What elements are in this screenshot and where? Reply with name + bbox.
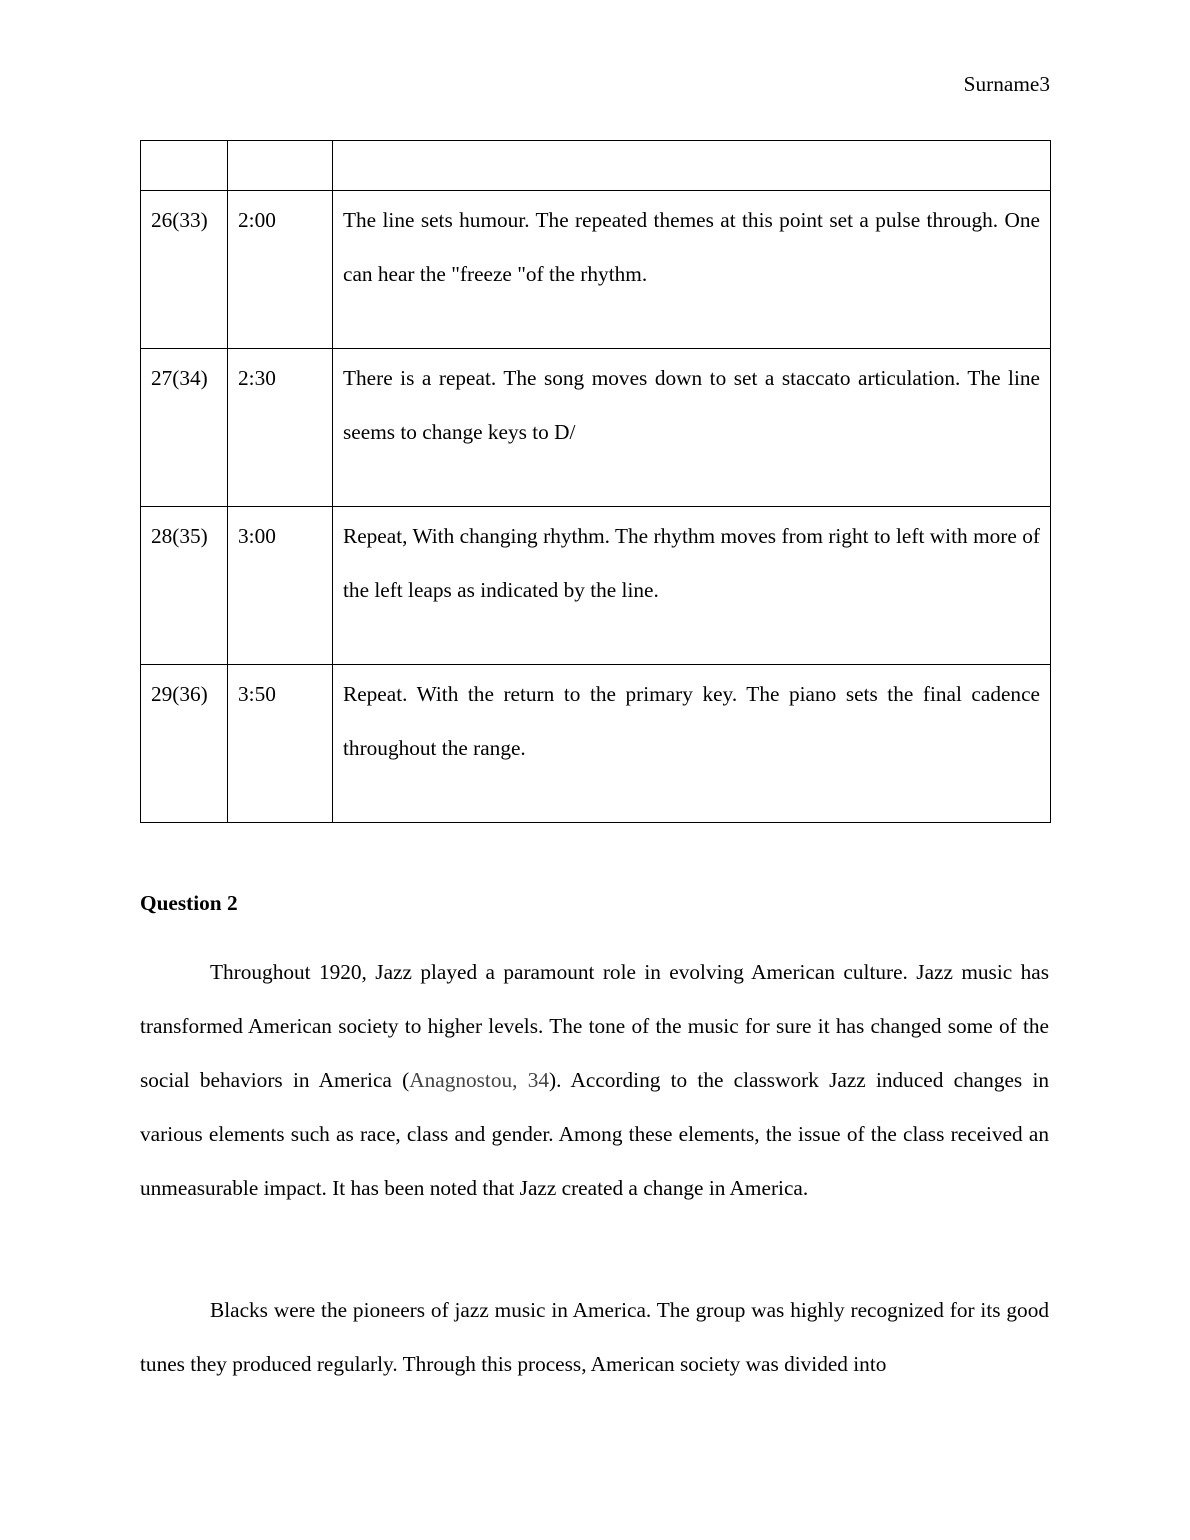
description-cell: There is a repeat. The song moves down to set a staccato articulation. The line seems to change keys to D/ bbox=[333, 349, 1051, 507]
description-cell: Repeat. With the return to the primary key. The piano sets the final cadence throughout the range. bbox=[333, 665, 1051, 823]
table-row bbox=[141, 507, 1051, 665]
body-paragraph bbox=[140, 1283, 1049, 1391]
time-cell: 2:30 bbox=[228, 349, 333, 507]
table-row bbox=[141, 191, 1051, 349]
track-cell: 28(35) bbox=[141, 507, 228, 665]
paragraph-text: Blacks were the pioneers of jazz music in America. The group was highly recognized for its good tunes they produced regularly. Through this process, American society was divided into bbox=[140, 1298, 1049, 1376]
time-cell: 3:00 bbox=[228, 507, 333, 665]
table-cell bbox=[228, 141, 333, 191]
body-paragraph bbox=[140, 945, 1049, 1215]
track-cell: 29(36) bbox=[141, 665, 228, 823]
table-row bbox=[141, 349, 1051, 507]
citation: Anagnostou, 34 bbox=[409, 1068, 550, 1092]
description-cell: The line sets humour. The repeated themes at this point set a pulse through. One can hear the "freeze "of the rhythm. bbox=[333, 191, 1051, 349]
paragraph-text: Throughout 1920, Jazz played a paramount role in evolving American culture. Jazz music has transformed American society to higher levels. The tone of the music for sure it has changed some of the social behaviors in America ( bbox=[140, 960, 1049, 1092]
time-cell: 2:00 bbox=[228, 191, 333, 349]
table-cell bbox=[333, 141, 1051, 191]
track-cell: 27(34) bbox=[141, 349, 228, 507]
track-cell: 26(33) bbox=[141, 191, 228, 349]
description-cell: Repeat, With changing rhythm. The rhythm moves from right to left with more of the left leaps as indicated by the line. bbox=[333, 507, 1051, 665]
table-cell bbox=[141, 141, 228, 191]
listening-table bbox=[140, 140, 1051, 823]
paragraph-text: ). According to the classwork Jazz induced changes in various elements such as race, class and gender. Among these elements, the issue of the class received an unmeasurable impact. It has been noted that Jazz created a change in America. bbox=[140, 1068, 1050, 1200]
time-cell: 3:50 bbox=[228, 665, 333, 823]
table-row bbox=[141, 665, 1051, 823]
question-heading: Question 2 bbox=[140, 891, 238, 915]
running-head: Surname3 bbox=[963, 72, 1050, 96]
table-row-empty bbox=[141, 141, 1051, 191]
